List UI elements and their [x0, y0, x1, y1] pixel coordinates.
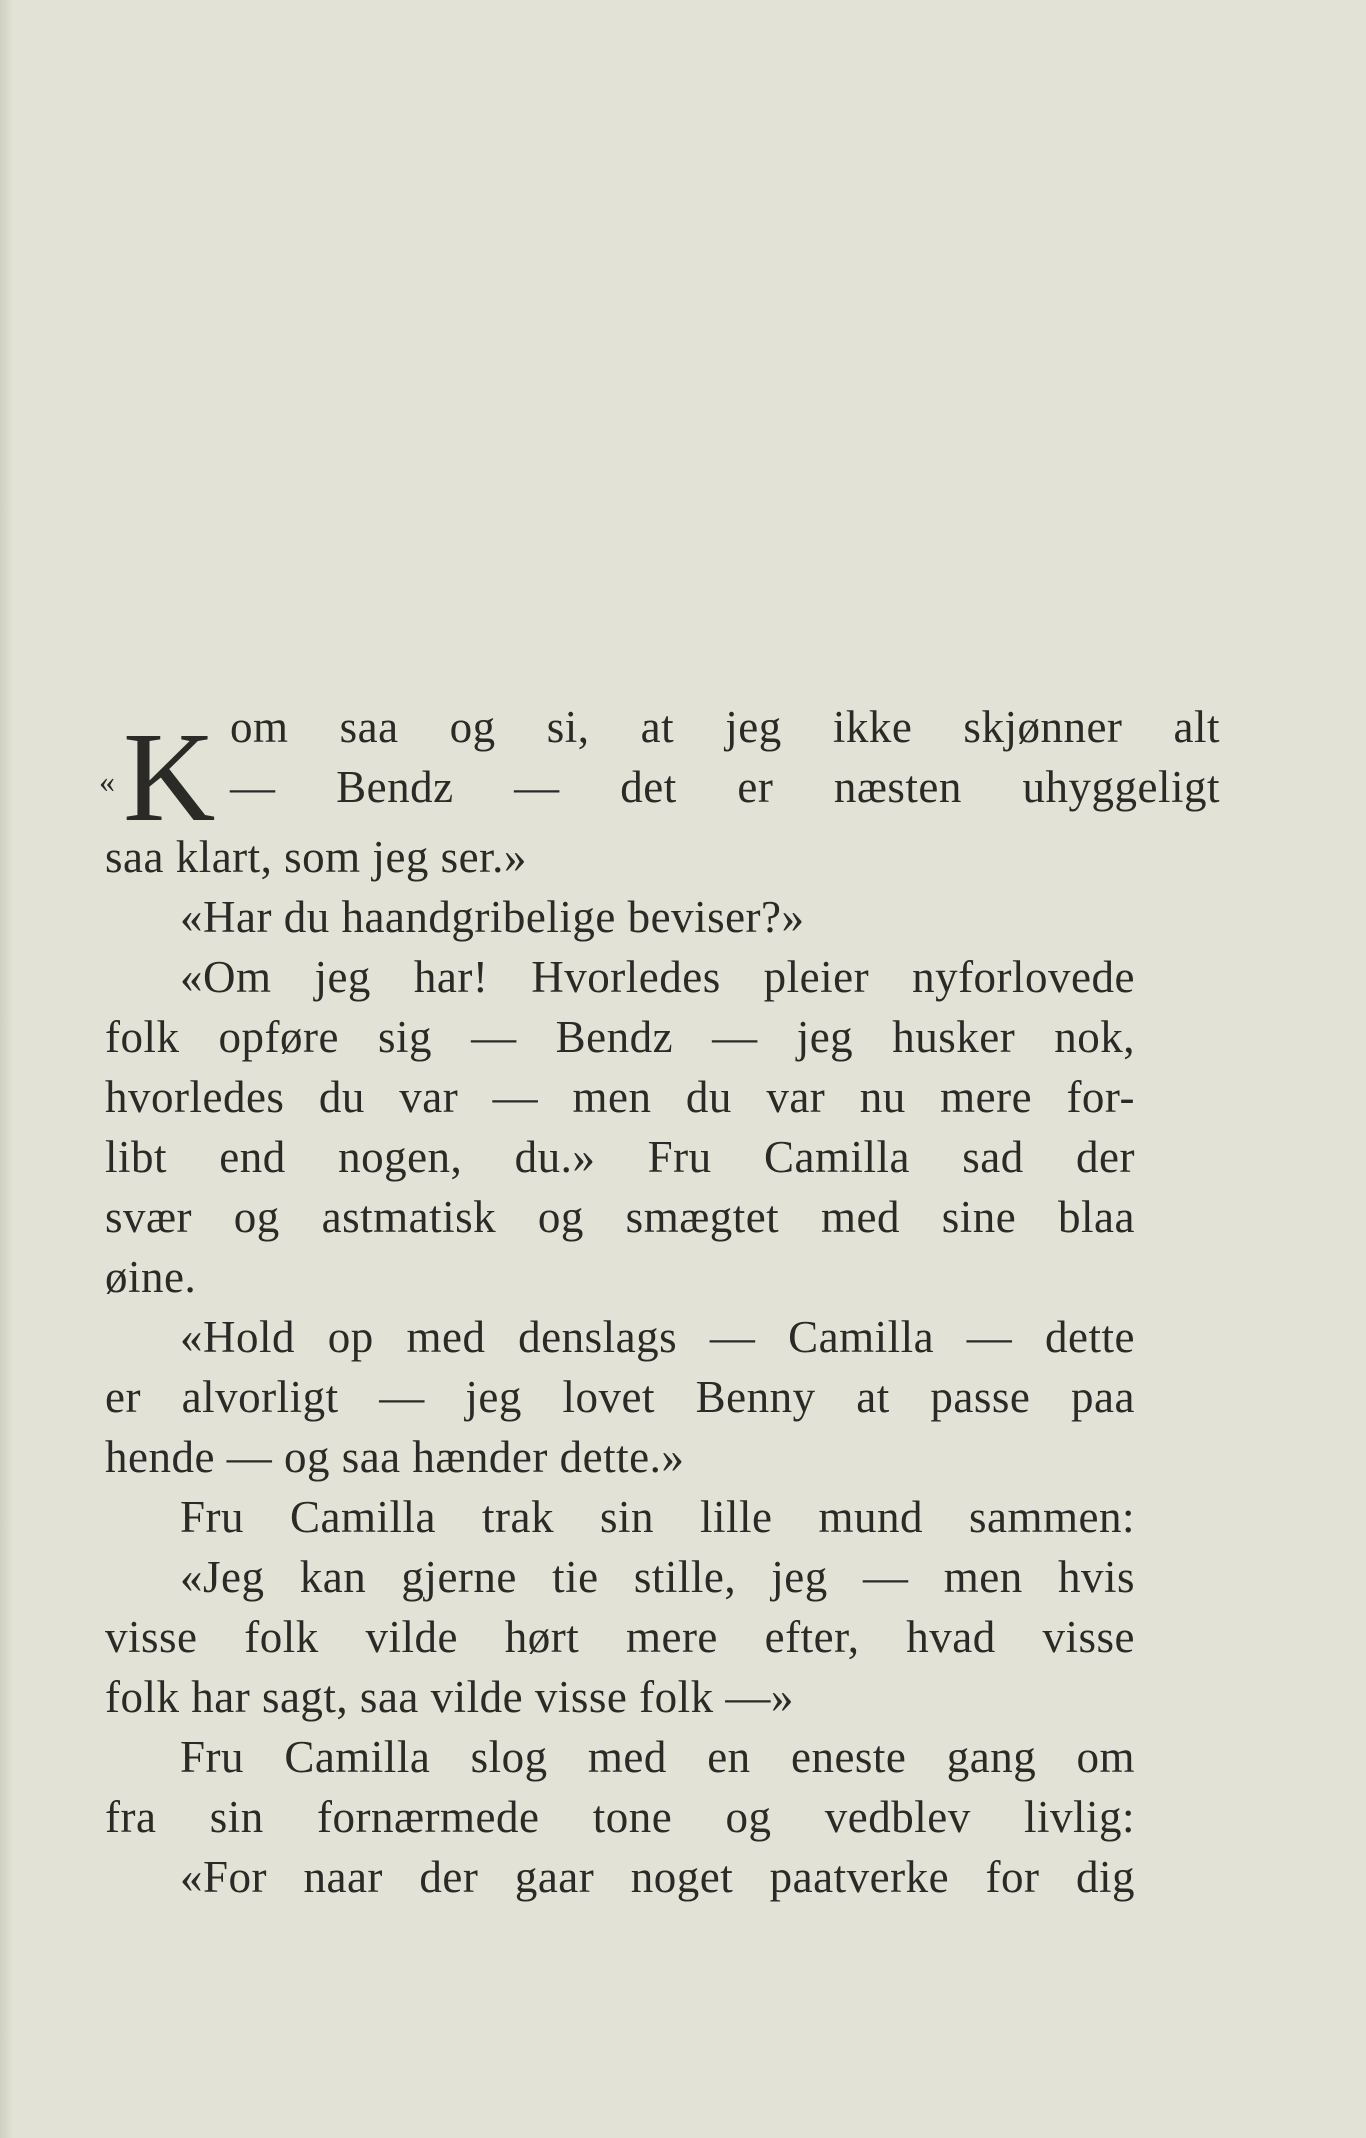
text-line: «Har du haandgribelige beviser?» — [180, 892, 805, 942]
text-line: svær og astmatisk og smægtet med sine blaa — [105, 1192, 1135, 1242]
text-line: folk opføre sig — Bendz — jeg husker nok, — [105, 1012, 1135, 1062]
text-line: «Jeg kan gjerne tie stille, jeg — men hvis — [180, 1552, 1135, 1602]
text-line: om saa og si, at jeg ikke skjønner alt — [230, 702, 1220, 752]
text-line: øine. — [105, 1252, 197, 1302]
text-line: — Bendz — det er næsten uhyggeligt — [230, 762, 1220, 812]
drop-cap: K — [123, 706, 216, 848]
text-line: «Hold op med denslags — Camilla — dette — [180, 1312, 1135, 1362]
page-edge — [0, 0, 14, 2138]
opening-quote: « — [99, 763, 115, 799]
text-line: «For naar der gaar noget paatverke for dig — [180, 1852, 1135, 1902]
text-line: libt end nogen, du.» Fru Camilla sad der — [105, 1132, 1135, 1182]
text-line: «Om jeg har! Hvorledes pleier nyforlovede — [180, 952, 1135, 1002]
text-line: fra sin fornærmede tone og vedblev livlig: — [105, 1792, 1135, 1842]
text-line: Fru Camilla trak sin lille mund sammen: — [180, 1492, 1135, 1542]
text-line: er alvorligt — jeg lovet Benny at passe paa — [105, 1372, 1135, 1422]
text-line: saa klart, som jeg ser.» — [105, 832, 527, 882]
text-line: hvorledes du var — men du var nu mere for- — [105, 1072, 1135, 1122]
text-line: visse folk vilde hørt mere efter, hvad visse — [105, 1612, 1135, 1662]
text-line: Fru Camilla slog med en eneste gang om — [180, 1732, 1135, 1782]
text-line: hende — og saa hænder dette.» — [105, 1432, 685, 1482]
text-line: folk har sagt, saa vilde visse folk —» — [105, 1672, 794, 1722]
